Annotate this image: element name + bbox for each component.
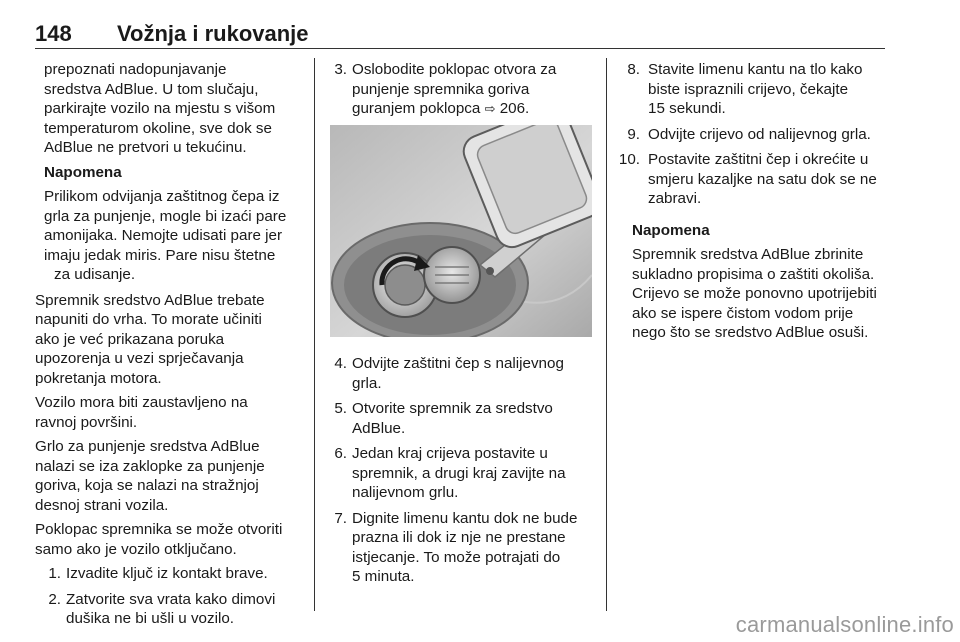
note-text: Spremnik sredstva AdBlue zbrinite sukladno propisima o zaštiti okoliša. Crijevo se može ponovno upotrijebiti ako se ispere čistom vodom prije nego što se sredstvo AdBlue osuši. [632, 246, 877, 341]
list-item: 8. Stavite limenu kantu na tlo kako biste ispraznili crijevo, čekajte 15 sekundi. [627, 61, 863, 117]
column-3 [612, 60, 897, 343]
note-block [35, 163, 307, 285]
paragraph-unlock: Poklopac spremnika se može otvoriti samo ako je vozilo otključano. [35, 521, 283, 558]
page-reference-arrow-icon: ⇨ [484, 101, 496, 116]
steps-list-2b [330, 354, 598, 587]
list-item: 7. Dignite limenu kantu dok ne bude prazna ili dok iz nje ne prestane istjecanje. To može potrajati do 5 minuta. [334, 509, 578, 585]
page-header [35, 20, 885, 50]
note-text: Prilikom odvijanja zaštitnog čepa iz grla za punjenje, mogle bi izaći pare amonijaka. Nemojte udisati pare jer imaju jedak miris. Pare nisu štetne za udisanje. [44, 188, 287, 283]
note-title: Napomena [44, 163, 122, 181]
note-block-disposal [612, 221, 897, 343]
column-divider-1 [314, 58, 315, 611]
column-2 [330, 60, 598, 593]
paragraph-continuation: prepoznati nadopunjavanje sredstva AdBlue. U tom slučaju, parkirajte vozilo na mjestu s višom temperaturom okoline, sve dok se AdBlue ne pretvori u tekućinu. [44, 61, 276, 156]
list-item: 10. Postavite zaštitni čep i okrećite u smjeru kazaljke na satu dok se ne zabravi. [618, 151, 877, 207]
list-item: 2. Zatvorite sva vrata kako dimovi dušika ne bi ušli u vozilo. [48, 590, 276, 627]
paragraph-level-surface: Vozilo mora biti zaustavljeno na ravnoj površini. [35, 394, 248, 431]
list-item: 1. Izvadite ključ iz kontakt brave. [48, 565, 268, 582]
list-item: 3. Oslobodite poklopac otvora za punjenje spremnika goriva guranjem poklopca ⇨ 206. [334, 61, 557, 117]
paragraph-filler-location: Grlo za punjenje sredstva AdBlue nalazi se iza zaklopke za punjenje goriva, koja se nalazi na stražnjoj desnoj strani vozila. [35, 438, 265, 514]
steps-list-3 [612, 60, 897, 209]
adblue-cap-center [385, 265, 425, 305]
fuel-filler-figure [330, 125, 592, 337]
column-1 [35, 60, 307, 635]
note-title: Napomena [632, 221, 710, 239]
steps-list-1 [35, 564, 307, 629]
steps-list-2a [330, 60, 598, 119]
list-item: 4. Odvijte zaštitni čep s nalijevnog grla. [334, 355, 564, 392]
list-item: 6. Jedan kraj crijeva postavite u spremnik, a drugi kraj zavijte na nalijevnom grlu. [334, 445, 566, 501]
page-reference[interactable]: 206. [499, 100, 530, 117]
page-number: 148 [35, 21, 72, 46]
hinge-pin [486, 267, 494, 275]
list-item: 9. Odvijte crijevo od nalijevnog grla. [627, 125, 871, 143]
column-divider-2 [606, 58, 607, 611]
watermark: carmanualsonline.info [735, 612, 954, 637]
paragraph-refill: Spremnik sredstvo AdBlue trebate napuniti do vrha. To morate učiniti ako je već prikazana poruka upozorenja u vezi sprječavanja pokretanja motora. [35, 291, 265, 387]
list-item: 5. Otvorite spremnik za sredstvo AdBlue. [334, 400, 553, 437]
header-rule [35, 48, 885, 49]
page-title: Vožnja i rukovanje [117, 21, 309, 46]
